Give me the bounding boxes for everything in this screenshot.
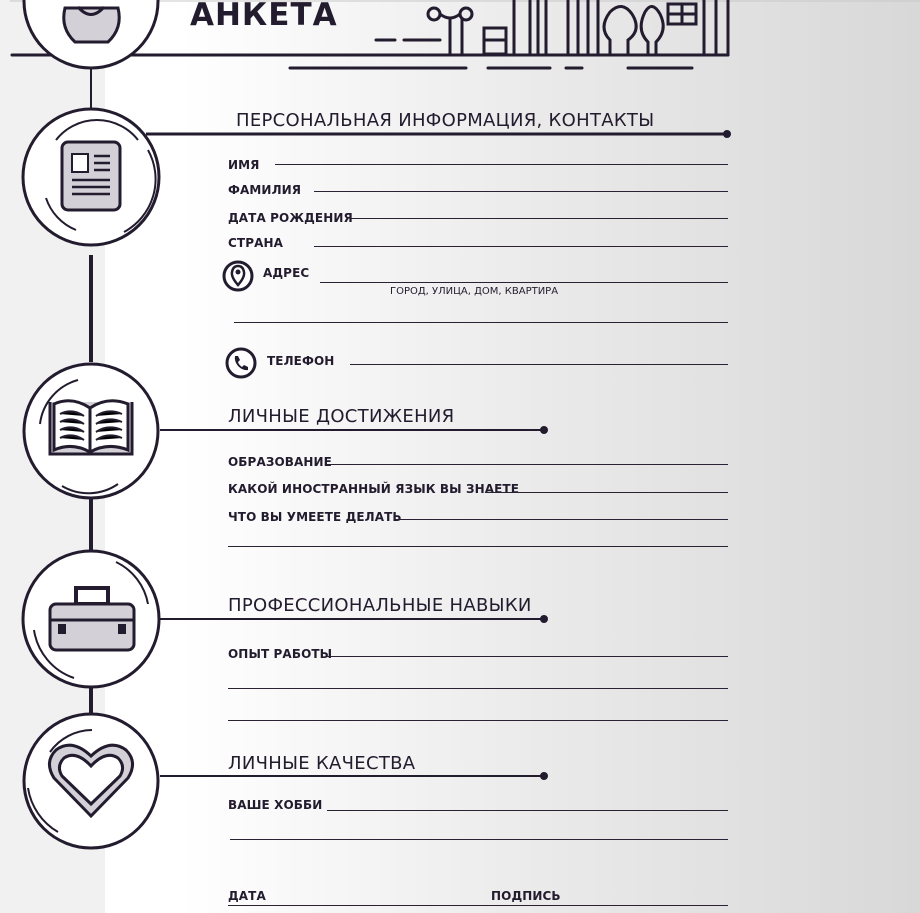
address-field[interactable]	[320, 282, 728, 283]
label-birth-date: ДАТА РОЖДЕНИЯ	[228, 211, 353, 225]
location-pin-icon	[223, 260, 255, 292]
birth-date-field[interactable]	[350, 218, 728, 219]
label-hobby: ВАШЕ ХОББИ	[228, 798, 323, 812]
phone-icon	[226, 347, 258, 379]
label-country: СТРАНА	[228, 236, 284, 250]
skills-field[interactable]	[394, 519, 728, 520]
hobby-field-2[interactable]	[230, 839, 728, 840]
label-skills: ЧТО ВЫ УМЕЕТЕ ДЕЛАТЬ	[228, 510, 402, 524]
skills-field-2[interactable]	[228, 546, 728, 547]
experience-field[interactable]	[327, 656, 728, 657]
label-signature: ПОДПИСЬ	[491, 889, 561, 903]
section-title-professional: ПРОФЕССИОНАЛЬНЫЕ НАВЫКИ	[228, 595, 532, 616]
page-title: АНКЕТА	[190, 0, 338, 33]
section-title-qualities: ЛИЧНЫЕ КАЧЕСТВА	[228, 753, 416, 774]
book-icon	[20, 362, 162, 504]
experience-field-2[interactable]	[228, 688, 728, 689]
section-title-personal: ПЕРСОНАЛЬНАЯ ИНФОРМАЦИЯ, КОНТАКТЫ	[236, 110, 655, 131]
phone-field[interactable]	[350, 364, 728, 365]
experience-field-3[interactable]	[228, 720, 728, 721]
label-phone: ТЕЛЕФОН	[267, 354, 335, 368]
label-last-name: ФАМИЛИЯ	[228, 183, 302, 197]
heart-icon	[20, 712, 162, 854]
education-field[interactable]	[327, 464, 728, 465]
id-card-icon	[20, 106, 162, 248]
country-field[interactable]	[314, 246, 728, 247]
label-address: АДРЕС	[263, 266, 310, 280]
section-title-achievements: ЛИЧНЫЕ ДОСТИЖЕНИЯ	[228, 406, 455, 427]
signature-field[interactable]	[228, 905, 728, 906]
label-first-name: ИМЯ	[228, 158, 260, 172]
last-name-field[interactable]	[314, 191, 728, 192]
first-name-field[interactable]	[275, 164, 728, 165]
address-field-2[interactable]	[234, 322, 728, 323]
label-education: ОБРАЗОВАНИЕ	[228, 455, 332, 469]
label-date: ДАТА	[228, 889, 266, 903]
address-hint: ГОРОД, УЛИЦА, ДОМ, КВАРТИРА	[390, 286, 559, 297]
avatar-circle	[20, 0, 162, 72]
label-experience: ОПЫТ РАБОТЫ	[228, 647, 333, 661]
briefcase-icon	[20, 548, 162, 690]
language-field[interactable]	[485, 492, 728, 493]
hobby-field[interactable]	[327, 810, 728, 811]
label-language: КАКОЙ ИНОСТРАННЫЙ ЯЗЫК ВЫ ЗНАЕТЕ	[228, 482, 520, 496]
